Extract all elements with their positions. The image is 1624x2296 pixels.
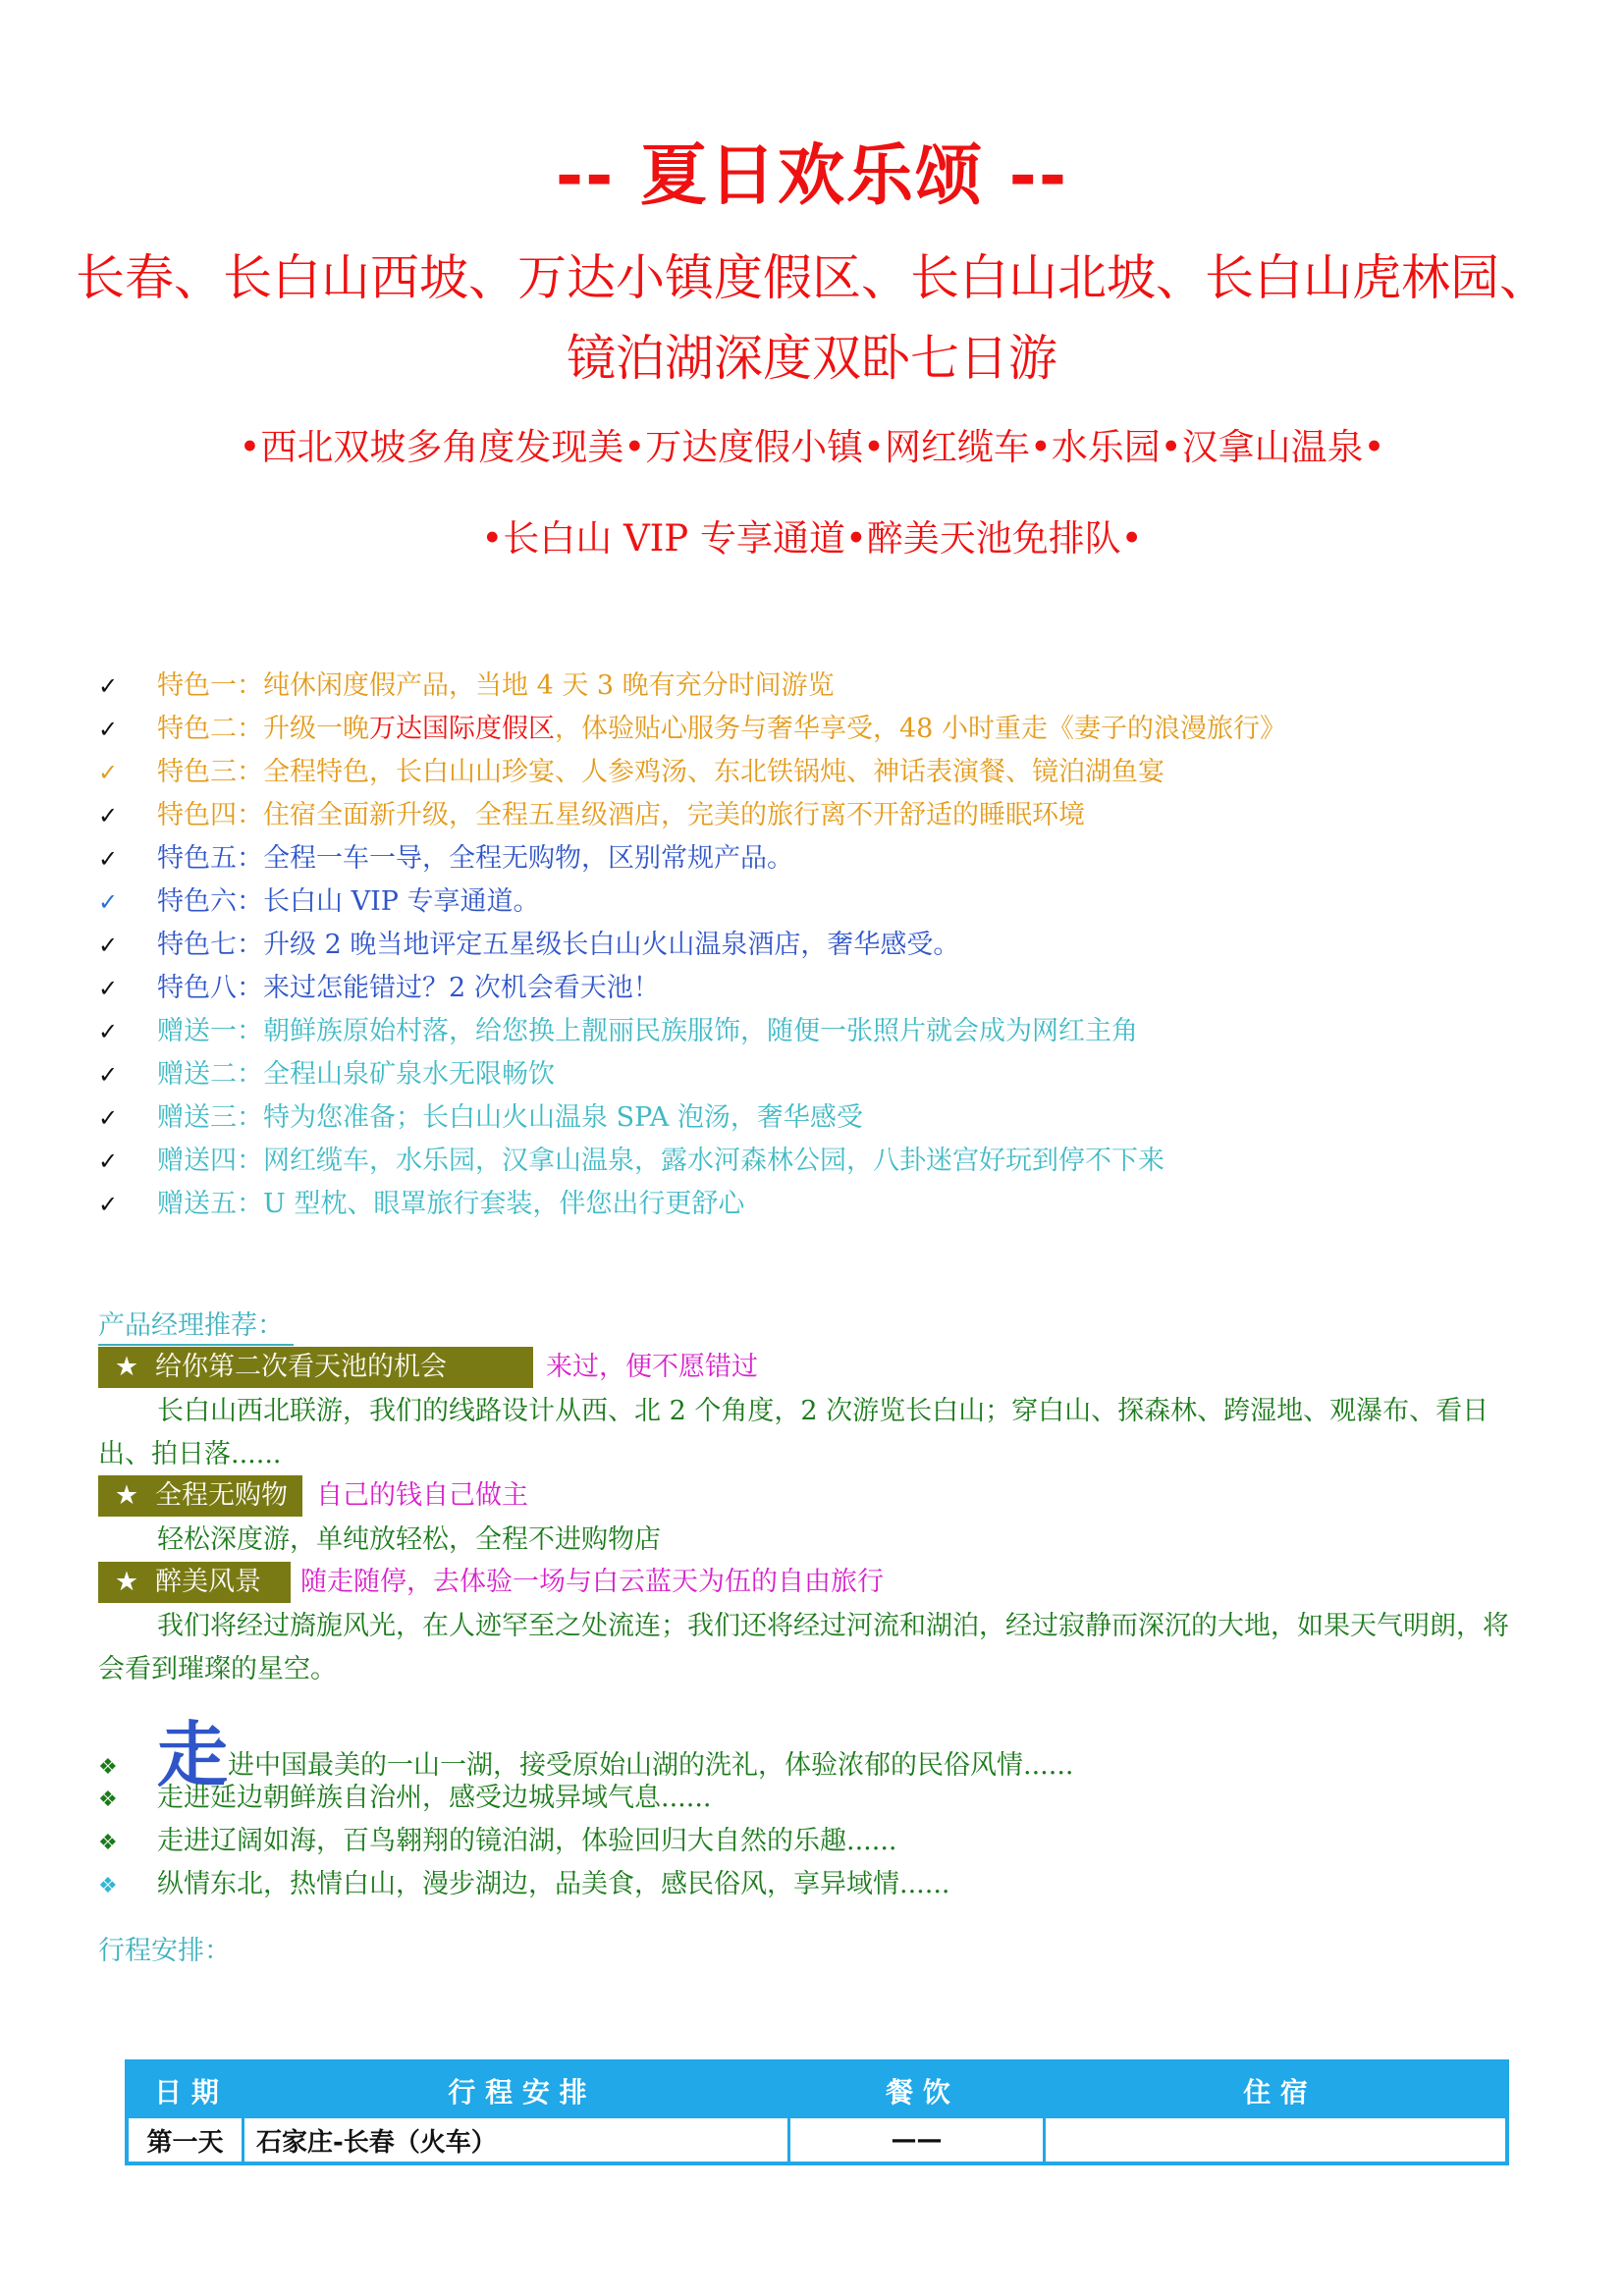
page-title: -- 夏日欢乐颂 -- [555, 137, 1069, 215]
feature-item [98, 667, 835, 706]
tagline-2: •长白山 VIP 专享通道•醉美天池免排队• [481, 517, 1143, 560]
gift-item [98, 1055, 555, 1095]
check-icon: ✓ [98, 932, 119, 959]
big-character: 走 [157, 1714, 229, 1796]
cell-day: 第一天 [129, 2118, 244, 2162]
feature-item [98, 753, 1164, 792]
header-route: 行 程 安 排 [448, 2076, 587, 2109]
star-icon: ★ [114, 1352, 139, 1382]
diamond-bullet-icon: ❖ [98, 1831, 118, 1855]
feature-text-rest: ，体验贴心服务与奢华享受，48 小时重走《妻子的浪漫旅行》 [555, 714, 1286, 744]
feature-text: 特色三：全程特色，长白山山珍宴、人参鸡汤、东北铁锅炖、神话表演餐、镜泊湖鱼宴 [157, 757, 1164, 787]
gift-text: 赠送二：全程山泉矿泉水无限畅饮 [157, 1059, 555, 1090]
feature-item [98, 926, 959, 965]
table-row [129, 2118, 1505, 2162]
feature-highlight: 万达国际度假区 [369, 714, 555, 744]
recommend-heading-3 [98, 1562, 291, 1603]
header-hotel: 住 宿 [1243, 2076, 1308, 2109]
subtitle-line-2: 镜泊湖深度双卧七日游 [567, 330, 1057, 387]
recommend-note: 来过，便不愿错过 [546, 1352, 758, 1382]
feature-item [98, 796, 1085, 835]
recommend-note: 随走随停，去体验一场与白云蓝天为伍的自由旅行 [300, 1567, 884, 1597]
bullet-text: 进中国最美的一山一湖，接受原始山湖的洗礼，体验浓郁的民俗风情...... [228, 1750, 1074, 1781]
recommend-desc: 轻松深度游，单纯放轻松，全程不进购物店 [157, 1524, 661, 1555]
feature-item [98, 882, 540, 922]
schedule-label: 行程安排： [98, 1936, 231, 1966]
feature-text: 特色二：升级一晚 [157, 714, 369, 744]
schedule-table [125, 2059, 1509, 2165]
check-icon: ✓ [98, 1018, 119, 1045]
feature-item [98, 839, 793, 879]
bullet-text: 纵情东北，热情白山，漫步湖边，品美食，感民俗风，享异域情...... [157, 1869, 950, 1899]
bullet-item [98, 1714, 1074, 1796]
feature-text: 特色七：升级 2 晚当地评定五星级长白山火山温泉酒店，奢华感受。 [157, 930, 960, 960]
cell-route: 石家庄-长春（火车） [244, 2118, 790, 2162]
check-icon: ✓ [98, 802, 119, 829]
gift-item [98, 1012, 1138, 1051]
check-icon: ✓ [98, 888, 119, 916]
cell-hotel [1046, 2118, 1505, 2162]
bullet-item [98, 1863, 950, 1906]
check-icon: ✓ [98, 975, 119, 1002]
feature-text: 特色五：全程一车一导，全程无购物，区别常规产品。 [157, 843, 793, 874]
feature-text: 特色一：纯休闲度假产品，当地 4 天 3 晚有充分时间游览 [157, 670, 835, 701]
header-meal: 餐 饮 [886, 2076, 950, 2109]
recommend-title: 全程无购物 [155, 1480, 288, 1511]
tagline-1: •西北双坡多角度发现美•万达度假小镇•网红缆车•水乐园•汉拿山温泉• [239, 426, 1385, 468]
header-date: 日 期 [154, 2076, 219, 2109]
star-icon: ★ [114, 1567, 139, 1597]
feature-text: 特色四：住宿全面新升级，全程五星级酒店，完美的旅行离不开舒适的睡眠环境 [157, 800, 1085, 830]
feature-text: 特色八：来过怎能错过？2 次机会看天池！ [157, 973, 660, 1003]
gift-text: 赠送一：朝鲜族原始村落，给您换上靓丽民族服饰，随便一张照片就会成为网红主角 [157, 1016, 1138, 1046]
subtitle-line-1: 长春、长白山西坡、万达小镇度假区、长白山北坡、长白山虎林园、 [76, 249, 1548, 306]
check-icon: ✓ [98, 1148, 119, 1175]
recommend-heading-1 [98, 1347, 533, 1388]
star-icon: ★ [114, 1480, 139, 1511]
check-icon: ✓ [98, 759, 119, 786]
feature-item [98, 969, 660, 1008]
check-icon: ✓ [98, 1104, 119, 1132]
diamond-bullet-icon: ❖ [98, 1755, 118, 1780]
cell-meal: —— [790, 2118, 1046, 2162]
gift-text: 赠送四：网红缆车，水乐园，汉拿山温泉，露水河森林公园，八卦迷宫好玩到停不下来 [157, 1146, 1164, 1176]
gift-item [98, 1185, 744, 1224]
gift-text: 赠送五：U 型枕、眼罩旅行套装，伴您出行更舒心 [157, 1189, 745, 1219]
check-icon: ✓ [98, 1061, 119, 1089]
feature-item [98, 710, 1286, 749]
check-icon: ✓ [98, 716, 119, 743]
diamond-bullet-icon: ❖ [98, 1788, 118, 1812]
gift-text: 赠送三：特为您准备；长白山火山温泉 SPA 泡汤，奢华感受 [157, 1102, 863, 1133]
bullet-text: 走进辽阔如海，百鸟翱翔的镜泊湖，体验回归大自然的乐趣...... [157, 1826, 897, 1856]
recommend-desc: 长白山西北联游，我们的线路设计从西、北 2 个角度，2 次游览长白山；穿白山、探森林、跨湿地、观瀑布、看日出、拍日落...... [98, 1396, 1489, 1469]
bullet-text: 走进延边朝鲜族自治州，感受边城异域气息...... [157, 1783, 712, 1813]
recommend-desc: 我们将经过旖旎风光，在人迹罕至之处流连；我们还将经过河流和湖泊，经过寂静而深沉的大地，如果天气明朗，将会看到璀璨的星空。 [98, 1611, 1509, 1684]
check-icon: ✓ [98, 672, 119, 700]
recommend-label: 产品经理推荐： [98, 1308, 294, 1346]
recommend-title: 醉美风景 [155, 1567, 261, 1597]
gift-item [98, 1098, 863, 1138]
recommend-heading-2 [98, 1475, 302, 1517]
table-header [129, 2063, 1505, 2118]
recommend-note: 自己的钱自己做主 [316, 1480, 528, 1511]
feature-text: 特色六：长白山 VIP 专享通道。 [157, 886, 540, 917]
bullet-item [98, 1777, 712, 1820]
bullet-item [98, 1820, 897, 1863]
check-icon: ✓ [98, 845, 119, 873]
recommend-title: 给你第二次看天池的机会 [155, 1352, 447, 1382]
gift-item [98, 1142, 1164, 1181]
diamond-bullet-icon: ❖ [98, 1874, 118, 1898]
check-icon: ✓ [98, 1191, 119, 1218]
